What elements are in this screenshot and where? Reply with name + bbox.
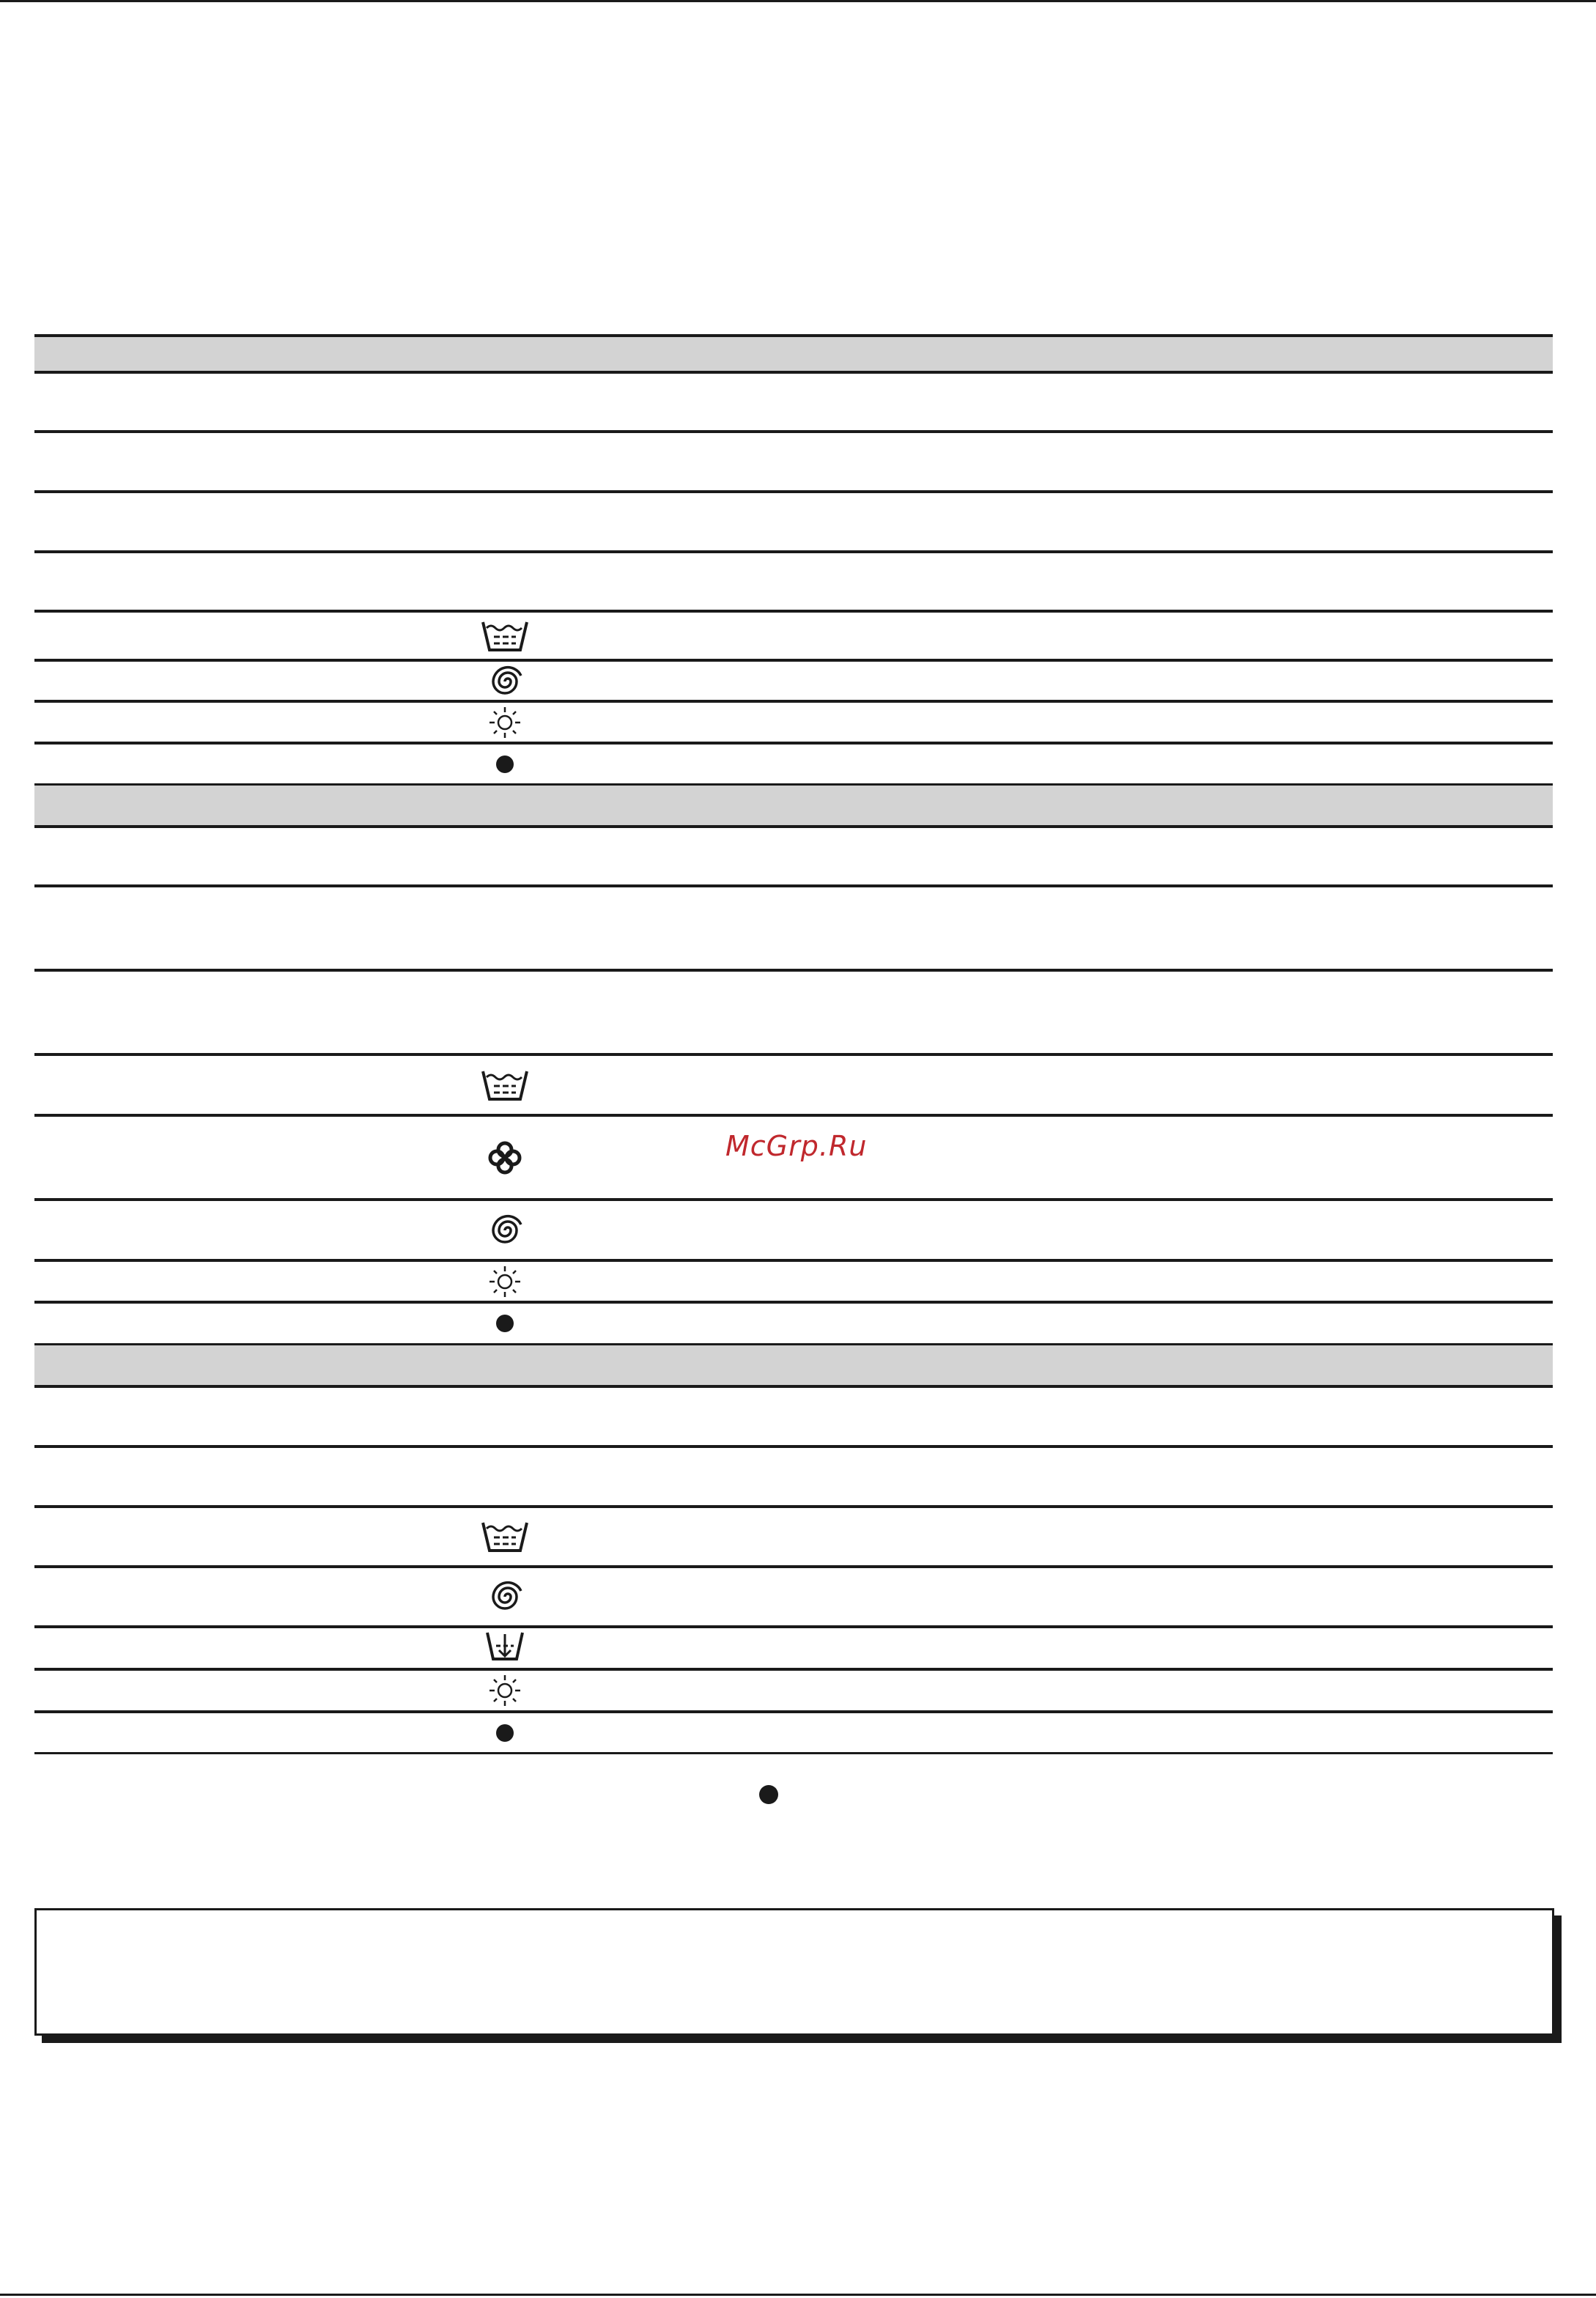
spin-icon: [446, 1568, 564, 1625]
end-icon: [446, 745, 564, 784]
end-icon: [446, 1713, 564, 1753]
note-box: [34, 1908, 1554, 2036]
table-row: [34, 662, 1553, 701]
rule: [34, 490, 1553, 493]
rule: [34, 1385, 1553, 1388]
spin-icon: [446, 662, 564, 701]
drain-icon: [446, 1628, 564, 1668]
bottom-rule: [0, 2294, 1596, 2296]
rule: [34, 371, 1553, 374]
section-header-3: [34, 1345, 1553, 1385]
rule: [34, 1445, 1553, 1448]
wash-icon: [446, 1508, 564, 1565]
rinse-icon: [446, 1117, 564, 1199]
table-row: [34, 1304, 1553, 1343]
table-row: [34, 613, 1553, 660]
rule: [34, 825, 1553, 828]
rule: [34, 1752, 1553, 1754]
rule: [34, 884, 1553, 887]
rule: [34, 550, 1553, 553]
wash-icon: [446, 1056, 564, 1115]
dry-icon: [446, 1262, 564, 1301]
table-row: [34, 1262, 1553, 1301]
table-row: [34, 1628, 1553, 1668]
table-row: [34, 1568, 1553, 1625]
dry-icon: [446, 1671, 564, 1710]
rule: [34, 334, 1553, 337]
dry-icon: [446, 703, 564, 742]
table-row: [34, 703, 1553, 742]
spin-icon: [446, 1201, 564, 1260]
rule: [34, 969, 1553, 972]
rule: [34, 430, 1553, 433]
note-bullet-icon: [759, 1785, 778, 1804]
top-rule: [0, 0, 1596, 2]
table-row: [34, 1056, 1553, 1115]
watermark: McGrp.Ru: [725, 1130, 868, 1162]
section-header-1: [34, 336, 1553, 372]
wash-icon: [446, 613, 564, 660]
table-row: [34, 1713, 1553, 1753]
section-header-2: [34, 786, 1553, 825]
table-row: [34, 1201, 1553, 1260]
table-row: [34, 1508, 1553, 1565]
table-row: [34, 1671, 1553, 1710]
table-row: [34, 745, 1553, 784]
end-icon: [446, 1304, 564, 1343]
